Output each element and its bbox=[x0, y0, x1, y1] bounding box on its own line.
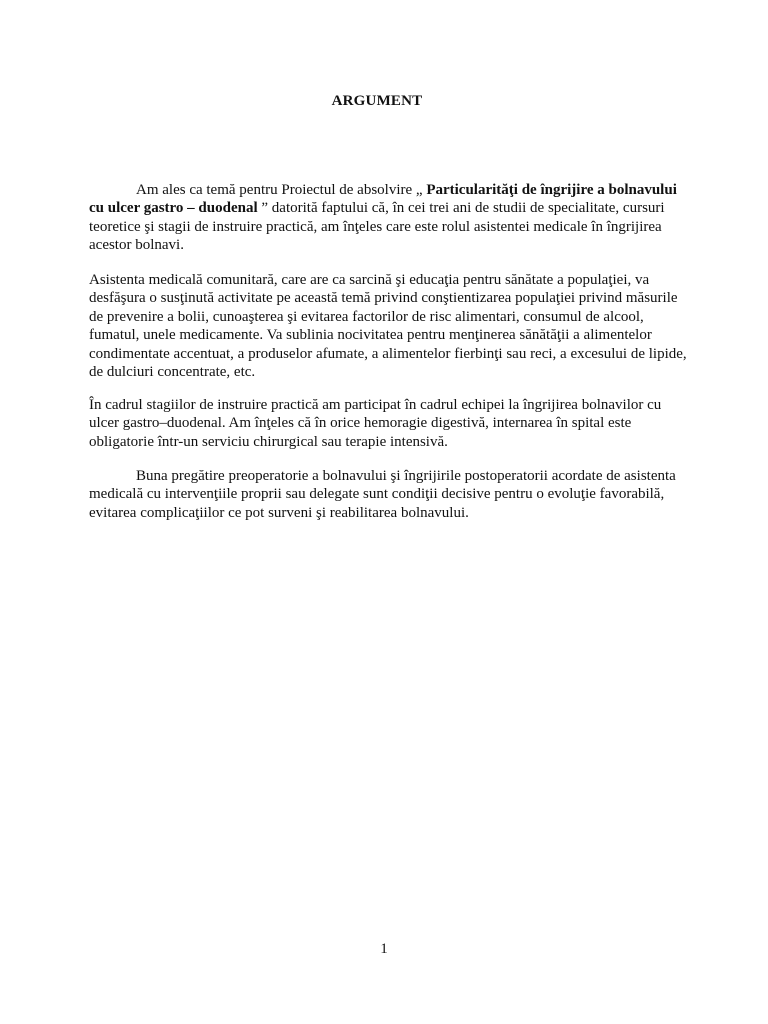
document-title: ARGUMENT bbox=[331, 93, 423, 109]
paragraph-intro-topic: Particularităţi de îngrijire a bolnavului cu ulcer gastro – duodenal bbox=[89, 182, 677, 217]
paragraph-intro bbox=[89, 181, 693, 255]
paragraph-community-nurse: Asistenta medicală comunitară, care are ca sarcină şi educaţia pentru sănătate a populaţiei, va desfăşura o susţinută activitate pe această temă privind conştientizarea populaţiei privind măsurile de prevenire a bolii, cunoaşterea şi evitarea factorilor de risc alimentari, consumul de alcool, fumatul, unele medicamente. Va sublinia nocivitatea pentru menţinerea sănătăţii a alimentelor condimentate accentuat, a produselor afumate, a alimentelor fierbinţi sau reci, a excesului de lipide, de dulciuri concentrate, etc. bbox=[89, 272, 687, 381]
page-number: 1 bbox=[380, 941, 388, 957]
paragraph-intro-text-before: Am ales ca temă pentru Proiectul de absolvire „ bbox=[136, 182, 427, 198]
paragraph-preoperative-care: Buna pregătire preoperatorie a bolnavului şi îngrijirile postoperatorii acordate de asistenta medicală cu intervenţiile proprii sau delegate sunt condiţii decisive pentru o evoluţie favorabilă, evitarea complicaţiilor ce pot surveni şi reabilitarea bolnavului. bbox=[89, 468, 676, 521]
paragraph-intro-text-after: ” datorită faptului că, în cei trei ani de studii de specialitate, cursuri teoretice şi stagii de instruire practică, am înţeles care este rolul asistentei medicale în îngrijirea acestor bolnavi. bbox=[89, 200, 665, 254]
paragraph-practical-training: În cadrul stagiilor de instruire practică am participat în cadrul echipei la îngrijirea bolnavilor cu ulcer gastro–duodenal. Am înţeles că în orice hemoragie digestivă, internarea în spital este obligatorie într-un serviciu chirurgical sau terapie intensivă. bbox=[89, 397, 662, 450]
